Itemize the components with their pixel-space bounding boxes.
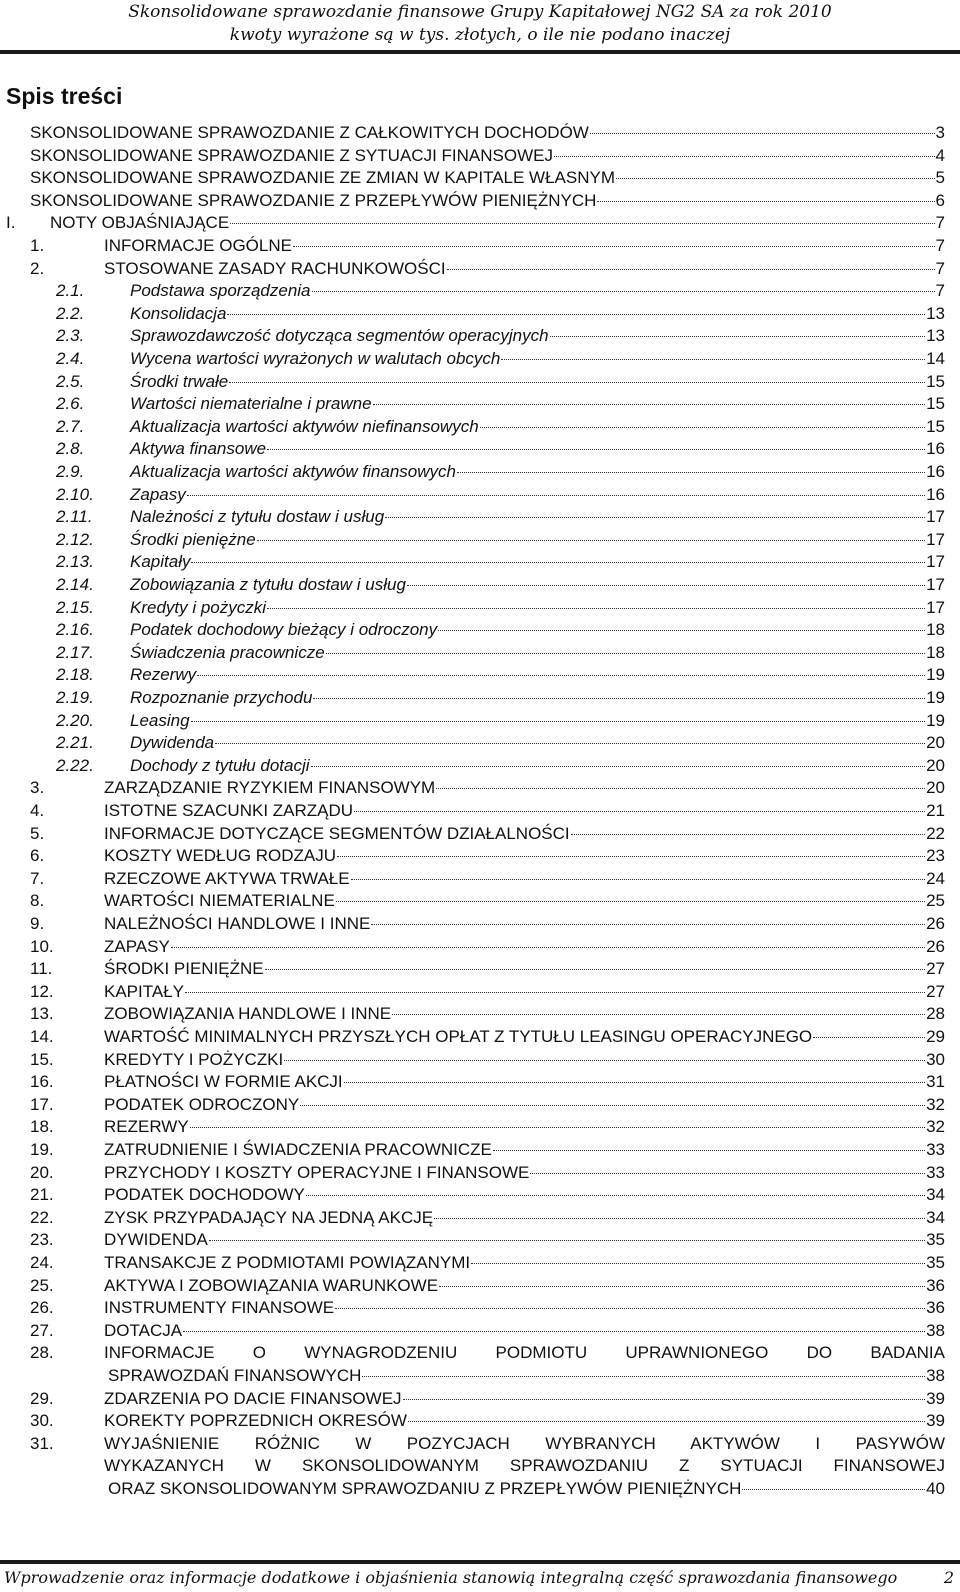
toc-entry-number: 1.	[30, 236, 45, 255]
toc-entry-text: Podstawa sporządzenia	[130, 281, 311, 301]
toc-entry-page: 38	[926, 1320, 945, 1340]
toc-entry-text: Leasing	[130, 710, 190, 730]
toc-entry-line	[104, 1025, 945, 1048]
toc-entry-line	[130, 437, 945, 460]
toc-entry-line	[104, 1251, 945, 1274]
toc-dot-leader	[436, 788, 925, 789]
toc-entry-text: PŁATNOŚCI W FORMIE AKCJI	[104, 1072, 343, 1092]
toc-entry-text: ZAPASY	[104, 936, 170, 956]
toc-entry-text: DOTACJA	[104, 1320, 183, 1340]
toc-entry-line	[130, 731, 945, 754]
toc-entry-line	[104, 980, 945, 1003]
toc-dot-leader	[530, 1173, 925, 1174]
toc-entry-number: 11.	[30, 959, 53, 979]
header-subtitle: kwoty wyrażone są w tys. złotych, o ile nie podano inaczej	[229, 25, 731, 45]
toc-entry-page: 15	[926, 394, 945, 414]
toc-entry-line	[130, 279, 945, 302]
toc-dot-leader	[190, 1127, 925, 1128]
toc-dot-leader	[550, 336, 925, 337]
toc-entry-text: INFORMACJE OGÓLNE	[104, 236, 292, 255]
toc-entry-line	[104, 1409, 945, 1432]
toc-entry-line	[104, 1387, 945, 1410]
toc-dot-leader	[284, 1060, 925, 1061]
toc-entry-line	[30, 144, 945, 167]
toc-entry-text: Wartości niematerialne i prawne	[130, 394, 372, 414]
toc-entry-page: 40	[926, 1478, 945, 1498]
toc-entry-text: SKONSOLIDOWANE SPRAWOZDANIE ZE ZMIAN W KAPITALE WŁASNYM	[30, 168, 615, 188]
toc-entry-line	[104, 1296, 945, 1319]
toc-entry-number: 9.	[30, 914, 45, 933]
toc-entry-number: 19.	[30, 1140, 54, 1159]
toc-entry-page: 35	[926, 1230, 945, 1250]
toc-entry-line	[108, 1477, 945, 1500]
toc-entry-page: 16	[926, 439, 945, 459]
toc-entry-text: TRANSAKCJE Z PODMIOTAMI POWIĄZANYMI	[104, 1253, 471, 1272]
toc-entry-number: 25.	[30, 1275, 54, 1295]
toc-entry-page: 17	[926, 529, 945, 549]
toc-entry-line	[130, 392, 945, 415]
toc-entry-line	[130, 709, 945, 732]
toc-entry-text: PRZYCHODY I KOSZTY OPERACYJNE I FINANSOWE	[104, 1162, 530, 1182]
toc-entry-text: Kapitały	[130, 552, 191, 572]
toc-entry-page: 27	[926, 959, 945, 979]
toc-entry-text: ZOBOWIĄZANIA HANDLOWE I INNE	[104, 1004, 392, 1024]
toc-entry-text: Środki trwałe	[130, 371, 229, 391]
toc-entry-text: NOTY OBJAŚNIAJĄCE	[50, 213, 230, 233]
toc-entry-line	[104, 867, 945, 890]
toc-entry-line	[104, 1138, 945, 1161]
toc-dot-leader	[335, 1308, 925, 1309]
toc-entry-page: 25	[926, 891, 945, 911]
toc-entry-line	[108, 1364, 945, 1387]
toc-entry-line	[130, 324, 945, 347]
toc-entry-number: 2.10.	[56, 484, 94, 504]
toc-entry-page: 34	[926, 1185, 945, 1205]
toc-entry-number: 2.21.	[56, 733, 94, 753]
toc-entry-line	[130, 618, 945, 641]
toc-entry-line	[130, 754, 945, 777]
toc-dot-leader	[306, 1195, 925, 1196]
toc-entry-line	[130, 483, 945, 506]
toc-entry-page: 19	[926, 688, 945, 707]
toc-entry-line	[130, 663, 945, 686]
header-rule	[0, 50, 960, 54]
toc-dot-leader	[227, 314, 925, 315]
toc-dot-leader	[590, 133, 935, 134]
toc-entry-line	[130, 528, 945, 551]
toc-dot-leader	[493, 1150, 925, 1151]
toc-entry-text: Rozpoznanie przychodu	[130, 688, 313, 707]
toc-dot-leader	[197, 675, 925, 676]
toc-entry-page: 7	[935, 258, 945, 278]
toc-dot-leader	[439, 1286, 925, 1287]
toc-entry-number: 16.	[30, 1072, 54, 1092]
toc-dot-leader	[354, 811, 925, 812]
toc-entry-number: 2.13.	[56, 552, 94, 572]
toc-dot-leader	[336, 901, 925, 902]
toc-dot-leader	[597, 201, 934, 202]
toc-entry-page: 17	[926, 575, 945, 594]
toc-entry-number: 6.	[30, 846, 45, 866]
toc-entry-text: Aktywa finansowe	[130, 439, 267, 459]
toc-dot-leader	[265, 969, 925, 970]
toc-entry-line	[104, 1228, 945, 1251]
toc-entry-line	[104, 257, 945, 280]
toc-entry-number: 2.14.	[56, 575, 94, 594]
toc-dot-leader	[337, 856, 925, 857]
toc-entry-line	[130, 686, 945, 709]
footer-rule	[0, 1560, 960, 1564]
toc-entry-line	[104, 1093, 945, 1116]
toc-entry-line	[104, 1206, 945, 1229]
toc-entry-number: 2.20.	[56, 710, 94, 730]
toc-dot-leader	[185, 992, 925, 993]
toc-entry-page: 18	[926, 642, 945, 662]
toc-dot-leader	[407, 585, 925, 586]
toc-dot-leader	[480, 427, 925, 428]
toc-entry-number: 2.5.	[56, 371, 85, 391]
toc-dot-leader	[311, 766, 926, 767]
toc-dot-leader	[554, 156, 935, 157]
toc-entry-text: Należności z tytułu dostaw i usług	[130, 507, 385, 527]
toc-entry-text: REZERWY	[104, 1117, 189, 1137]
toc-entry-text: Aktualizacja wartości aktywów finansowych	[130, 462, 456, 481]
toc-entry-text: Środki pieniężne	[130, 529, 256, 549]
toc-entry-page: 33	[926, 1140, 945, 1159]
toc-entry-page: 20	[926, 733, 945, 753]
toc-dot-leader	[408, 1421, 925, 1422]
toc-entry-page: 39	[926, 1411, 945, 1431]
toc-dot-leader	[183, 1331, 925, 1332]
toc-entry-line	[130, 573, 945, 596]
toc-entry-page: 16	[926, 484, 945, 504]
toc-dot-leader	[351, 879, 925, 880]
toc-dot-leader	[471, 1263, 925, 1264]
toc-entry-line	[130, 505, 945, 528]
toc-entry-number: 8.	[30, 891, 45, 911]
toc-entry-page: 23	[926, 846, 945, 866]
toc-entry-text: WYKAZANYCH W SKONSOLIDOWANYM SPRAWOZDANIU Z SYTUACJI FINANSOWEJ	[104, 1456, 945, 1476]
toc-entry-text: SKONSOLIDOWANE SPRAWOZDANIE Z CAŁKOWITYCH DOCHODÓW	[30, 123, 589, 142]
toc-entry-number: 22.	[30, 1207, 54, 1227]
toc-entry-number: 27.	[30, 1320, 54, 1340]
toc-entry-number: 29.	[30, 1388, 54, 1408]
toc-entry-number: 13.	[30, 1004, 54, 1024]
toc-entry-number: 14.	[30, 1027, 54, 1046]
toc-entry-page: 27	[926, 981, 945, 1001]
toc-dot-leader	[209, 1240, 925, 1241]
toc-entry-number: 2.3.	[56, 326, 85, 346]
toc-dot-leader	[215, 743, 925, 744]
toc-entry-number: 2.9.	[56, 462, 85, 481]
toc-entry-number: 24.	[30, 1253, 54, 1272]
toc-entry-line	[104, 776, 945, 799]
toc-entry-page: 4	[935, 145, 945, 165]
toc-entry-page: 20	[926, 755, 945, 775]
toc-entry-line	[104, 234, 945, 257]
toc-entry-number: 7.	[30, 868, 45, 888]
toc-entry-line	[104, 1183, 945, 1206]
toc-entry-page: 17	[926, 552, 945, 572]
toc-entry-line	[130, 370, 945, 393]
toc-entry-number: 18.	[30, 1117, 54, 1137]
toc-entry-page: 35	[926, 1253, 945, 1272]
toc-entry-page: 39	[926, 1388, 945, 1408]
toc-entry-number: 17.	[30, 1094, 54, 1114]
toc-entry-text: KOSZTY WEDŁUG RODZAJU	[104, 846, 337, 866]
toc-dot-leader	[371, 924, 925, 925]
toc-entry-text: SKONSOLIDOWANE SPRAWOZDANIE Z PRZEPŁYWÓW PIENIĘŻNYCH	[30, 190, 597, 210]
toc-dot-leader	[373, 404, 926, 405]
toc-entry-line	[104, 1274, 945, 1297]
toc-entry-text: Zobowiązania z tytułu dostaw i usług	[130, 575, 406, 594]
toc-entry-text: Kredyty i pożyczki	[130, 597, 267, 617]
toc-entry-number: 2.19.	[56, 688, 94, 707]
toc-entry-text: WYJAŚNIENIE RÓŻNIC W POZYCJACH WYBRANYCH AKTYWÓW I PASYWÓW	[104, 1433, 945, 1453]
toc-entry-number: 2.2.	[56, 303, 85, 323]
toc-entry-line	[104, 799, 945, 822]
toc-entry-text: Sprawozdawczość dotycząca segmentów operacyjnych	[130, 326, 549, 346]
toc-entry-text: Zapasy	[130, 484, 186, 504]
toc-entry-text: KREDYTY I POŻYCZKI	[104, 1049, 284, 1069]
toc-entry-page: 22	[926, 823, 945, 843]
toc-entry-text: ŚRODKI PIENIĘŻNE	[104, 959, 264, 979]
toc-entry-page: 18	[926, 620, 945, 640]
toc-entry-text: KOREKTY POPRZEDNICH OKRESÓW	[104, 1411, 407, 1431]
toc-entry-number: 21.	[30, 1185, 54, 1205]
toc-entry-line	[130, 415, 945, 438]
toc-entry-number: 2.11.	[56, 507, 93, 527]
toc-entry-text: AKTYWA I ZOBOWIĄZANIA WARUNKOWE	[104, 1275, 439, 1295]
toc-entry-page: 13	[926, 303, 945, 323]
toc-dot-leader	[438, 630, 925, 631]
toc-entry-page: 13	[926, 326, 945, 346]
toc-entry-text: KAPITAŁY	[104, 981, 184, 1001]
toc-entry-number: 10.	[30, 936, 54, 956]
toc-dot-leader	[293, 246, 935, 247]
toc-entry-page: 15	[926, 371, 945, 391]
toc-entry-line	[30, 166, 945, 189]
toc-dot-leader	[187, 495, 925, 496]
toc-entry-page: 19	[926, 665, 945, 685]
toc-entry-page: 21	[926, 801, 945, 820]
toc-dot-leader	[813, 1037, 925, 1038]
toc-entry-number: 2.17.	[56, 642, 94, 662]
toc-entry-number: 2.6.	[56, 394, 85, 414]
toc-entry-line	[104, 1161, 945, 1184]
toc-entry-text: Świadczenia pracownicze	[130, 642, 325, 662]
toc-entry-page: 17	[926, 507, 945, 527]
toc-entry-text: Konsolidacja	[130, 303, 227, 323]
toc-entry-page: 26	[926, 914, 945, 933]
toc-dot-leader	[616, 178, 935, 179]
toc-dot-leader	[344, 1082, 925, 1083]
toc-dot-leader	[385, 517, 925, 518]
toc-entry-line	[130, 641, 945, 664]
toc-entry-number: 2.7.	[56, 416, 85, 436]
toc-entry-line	[50, 211, 945, 234]
toc-entry-page: 3	[935, 123, 945, 142]
toc-entry-line	[104, 822, 945, 845]
footer-text: Wprowadzenie oraz informacje dodatkowe i objaśnienia stanowią integralną część sprawozdania finansowego	[4, 1568, 898, 1587]
toc-entry-text: Podatek dochodowy bieżący i odroczony	[130, 620, 438, 640]
toc-entry-text: SKONSOLIDOWANE SPRAWOZDANIE Z SYTUACJI FINANSOWEJ	[30, 145, 553, 165]
toc-entry-line	[104, 1070, 945, 1093]
toc-dot-leader	[229, 382, 925, 383]
toc-dot-leader	[571, 834, 925, 835]
toc-entry-line	[130, 302, 945, 325]
toc-entry-line	[130, 550, 945, 573]
toc-dot-leader	[300, 1105, 925, 1106]
toc-entry-number: 20.	[30, 1162, 54, 1182]
toc-entry-page: 32	[926, 1117, 945, 1137]
toc-dot-leader	[191, 562, 925, 563]
toc-entry-page: 5	[935, 168, 945, 188]
toc-entry-page: 6	[935, 190, 945, 210]
toc-entry-page: 28	[926, 1004, 945, 1024]
toc-dot-leader	[392, 1014, 925, 1015]
toc-entry-number: 2.22.	[56, 755, 94, 775]
toc-entry-text: ZATRUDNIENIE I ŚWIADCZENIA PRACOWNICZE	[104, 1140, 492, 1159]
toc-entry-number: 2.8.	[56, 439, 85, 459]
toc-entry-page: 20	[926, 778, 945, 798]
toc-dot-leader	[457, 472, 925, 473]
toc-entry-text: ZYSK PRZYPADAJĄCY NA JEDNĄ AKCJĘ	[104, 1207, 434, 1227]
toc-entry-text: STOSOWANE ZASADY RACHUNKOWOŚCI	[104, 258, 446, 278]
toc-entry-line	[130, 460, 945, 483]
toc-dot-leader	[257, 540, 925, 541]
toc-dot-leader	[403, 1399, 926, 1400]
toc-dot-leader	[447, 269, 935, 270]
toc-entry-text: ZDARZENIA PO DACIE FINANSOWEJ	[104, 1388, 402, 1408]
toc-dot-leader	[501, 359, 925, 360]
toc-entry-page: 7	[935, 236, 945, 255]
toc-entry-line	[104, 935, 945, 958]
toc-entry-page: 31	[926, 1072, 945, 1092]
toc-title: Spis treści	[6, 83, 123, 109]
toc-entry-number: 2.12.	[56, 529, 94, 549]
toc-entry-text: WARTOŚĆ MINIMALNYCH PRZYSZŁYCH OPŁAT Z TYTUŁU LEASINGU OPERACYJNEGO	[104, 1027, 813, 1046]
toc-entry-number: 2.4.	[56, 349, 85, 368]
toc-entry-number: 2.16.	[56, 620, 94, 640]
toc-entry-text: INSTRUMENTY FINANSOWE	[104, 1298, 335, 1318]
toc-entry-number: 31.	[30, 1433, 54, 1453]
toc-entry-text: SPRAWOZDAŃ FINANSOWYCH	[108, 1365, 362, 1385]
toc-entry-text: INFORMACJE DOTYCZĄCE SEGMENTÓW DZIAŁALNOŚCI	[104, 823, 570, 843]
toc-entry-text: NALEŻNOŚCI HANDLOWE I INNE	[104, 914, 371, 933]
page-footer	[0, 1567, 960, 1591]
toc-entry-page: 7	[935, 213, 945, 233]
toc-dot-leader	[171, 947, 925, 948]
toc-entry-number: 28.	[30, 1343, 54, 1363]
toc-entry-text: Dochody z tytułu dotacji	[130, 755, 310, 775]
toc-entry-page: 7	[935, 281, 945, 301]
toc-entry-line	[130, 347, 945, 370]
toc-entry-number: 2.18.	[56, 665, 94, 685]
toc-dot-leader	[267, 449, 925, 450]
toc-entry-line	[104, 889, 945, 912]
toc-entry-text: Wycena wartości wyrażonych w walutach obcych	[130, 349, 501, 368]
toc-entry-text: ISTOTNE SZACUNKI ZARZĄDU	[104, 801, 354, 820]
toc-entry-text: ORAZ SKONSOLIDOWANYM SPRAWOZDANIU Z PRZEPŁYWÓW PIENIĘŻNYCH	[108, 1478, 742, 1498]
toc-entry-text: PODATEK ODROCZONY	[104, 1094, 300, 1114]
toc-entry-line	[104, 957, 945, 980]
toc-entry-number: 2.15.	[56, 597, 94, 617]
toc-entry-text: Dywidenda	[130, 733, 215, 753]
toc-dot-leader	[191, 721, 926, 722]
toc-dot-leader	[312, 291, 935, 292]
toc-entry-line	[104, 1002, 945, 1025]
toc-entry-page: 24	[926, 868, 945, 888]
toc-entry-line	[30, 189, 945, 212]
toc-entry-page: 29	[926, 1027, 945, 1046]
toc-entry-text: Aktualizacja wartości aktywów niefinansowych	[130, 416, 479, 436]
header-title: Skonsolidowane sprawozdanie finansowe Grupy Kapitałowej NG2 SA za rok 2010	[128, 2, 832, 22]
toc-entry-line	[104, 1115, 945, 1138]
toc-entry-number: 2.1.	[56, 281, 85, 301]
toc-entry-number: 5.	[30, 823, 45, 843]
footer-page-number: 2	[943, 1568, 954, 1587]
toc-entry-page: 36	[926, 1298, 945, 1318]
toc-entry-number: 4.	[30, 801, 45, 820]
toc-entry-text: INFORMACJE O WYNAGRODZENIU PODMIOTU UPRAWNIONEGO DO BADANIA	[104, 1343, 945, 1363]
toc-entry-number: 23.	[30, 1230, 54, 1250]
toc-entry-text: WARTOŚCI NIEMATERIALNE	[104, 891, 335, 911]
toc-dot-leader	[230, 223, 934, 224]
toc-entry-page: 15	[926, 416, 945, 436]
toc-entry-number: I.	[6, 213, 16, 233]
toc-dot-leader	[362, 1376, 925, 1377]
toc-dot-leader	[267, 608, 925, 609]
toc-dot-leader	[742, 1489, 925, 1490]
toc-entry-number: 12.	[30, 981, 54, 1001]
toc-entry-page: 19	[926, 710, 945, 730]
toc-entry-page: 33	[926, 1162, 945, 1182]
toc-dot-leader	[434, 1218, 925, 1219]
toc-entry-line	[104, 844, 945, 867]
toc-entry-line	[130, 596, 945, 619]
toc-entry-number: 3.	[30, 778, 45, 798]
toc-entry-page: 34	[926, 1207, 945, 1227]
toc-entry-number: 15.	[30, 1049, 54, 1069]
toc-entry-page: 26	[926, 936, 945, 956]
toc-entry-text: Rezerwy	[130, 665, 197, 685]
toc-entry-page: 14	[926, 349, 945, 368]
toc-entry-text: RZECZOWE AKTYWA TRWAŁE	[104, 868, 350, 888]
toc-entry-page: 30	[926, 1049, 945, 1069]
toc-entry-line	[30, 121, 945, 144]
toc-entry-page: 38	[926, 1365, 945, 1385]
toc-entry-page: 16	[926, 462, 945, 481]
toc-entry-number: 26.	[30, 1298, 54, 1318]
toc-dot-leader	[313, 698, 925, 699]
toc-entry-page: 36	[926, 1275, 945, 1295]
toc-entry-text: DYWIDENDA	[104, 1230, 208, 1250]
toc-entry-text: PODATEK DOCHODOWY	[104, 1185, 305, 1205]
toc-entry-number: 2.	[30, 258, 45, 278]
toc-entry-page: 32	[926, 1094, 945, 1114]
toc-dot-leader	[326, 653, 925, 654]
toc-entry-line	[104, 1319, 945, 1342]
toc-entry-number: 30.	[30, 1411, 54, 1431]
toc-entry-page: 17	[926, 597, 945, 617]
toc-entry-line	[104, 912, 945, 935]
toc-entry-text: ZARZĄDZANIE RYZYKIEM FINANSOWYM	[104, 778, 436, 798]
toc-entry-line	[104, 1048, 945, 1071]
